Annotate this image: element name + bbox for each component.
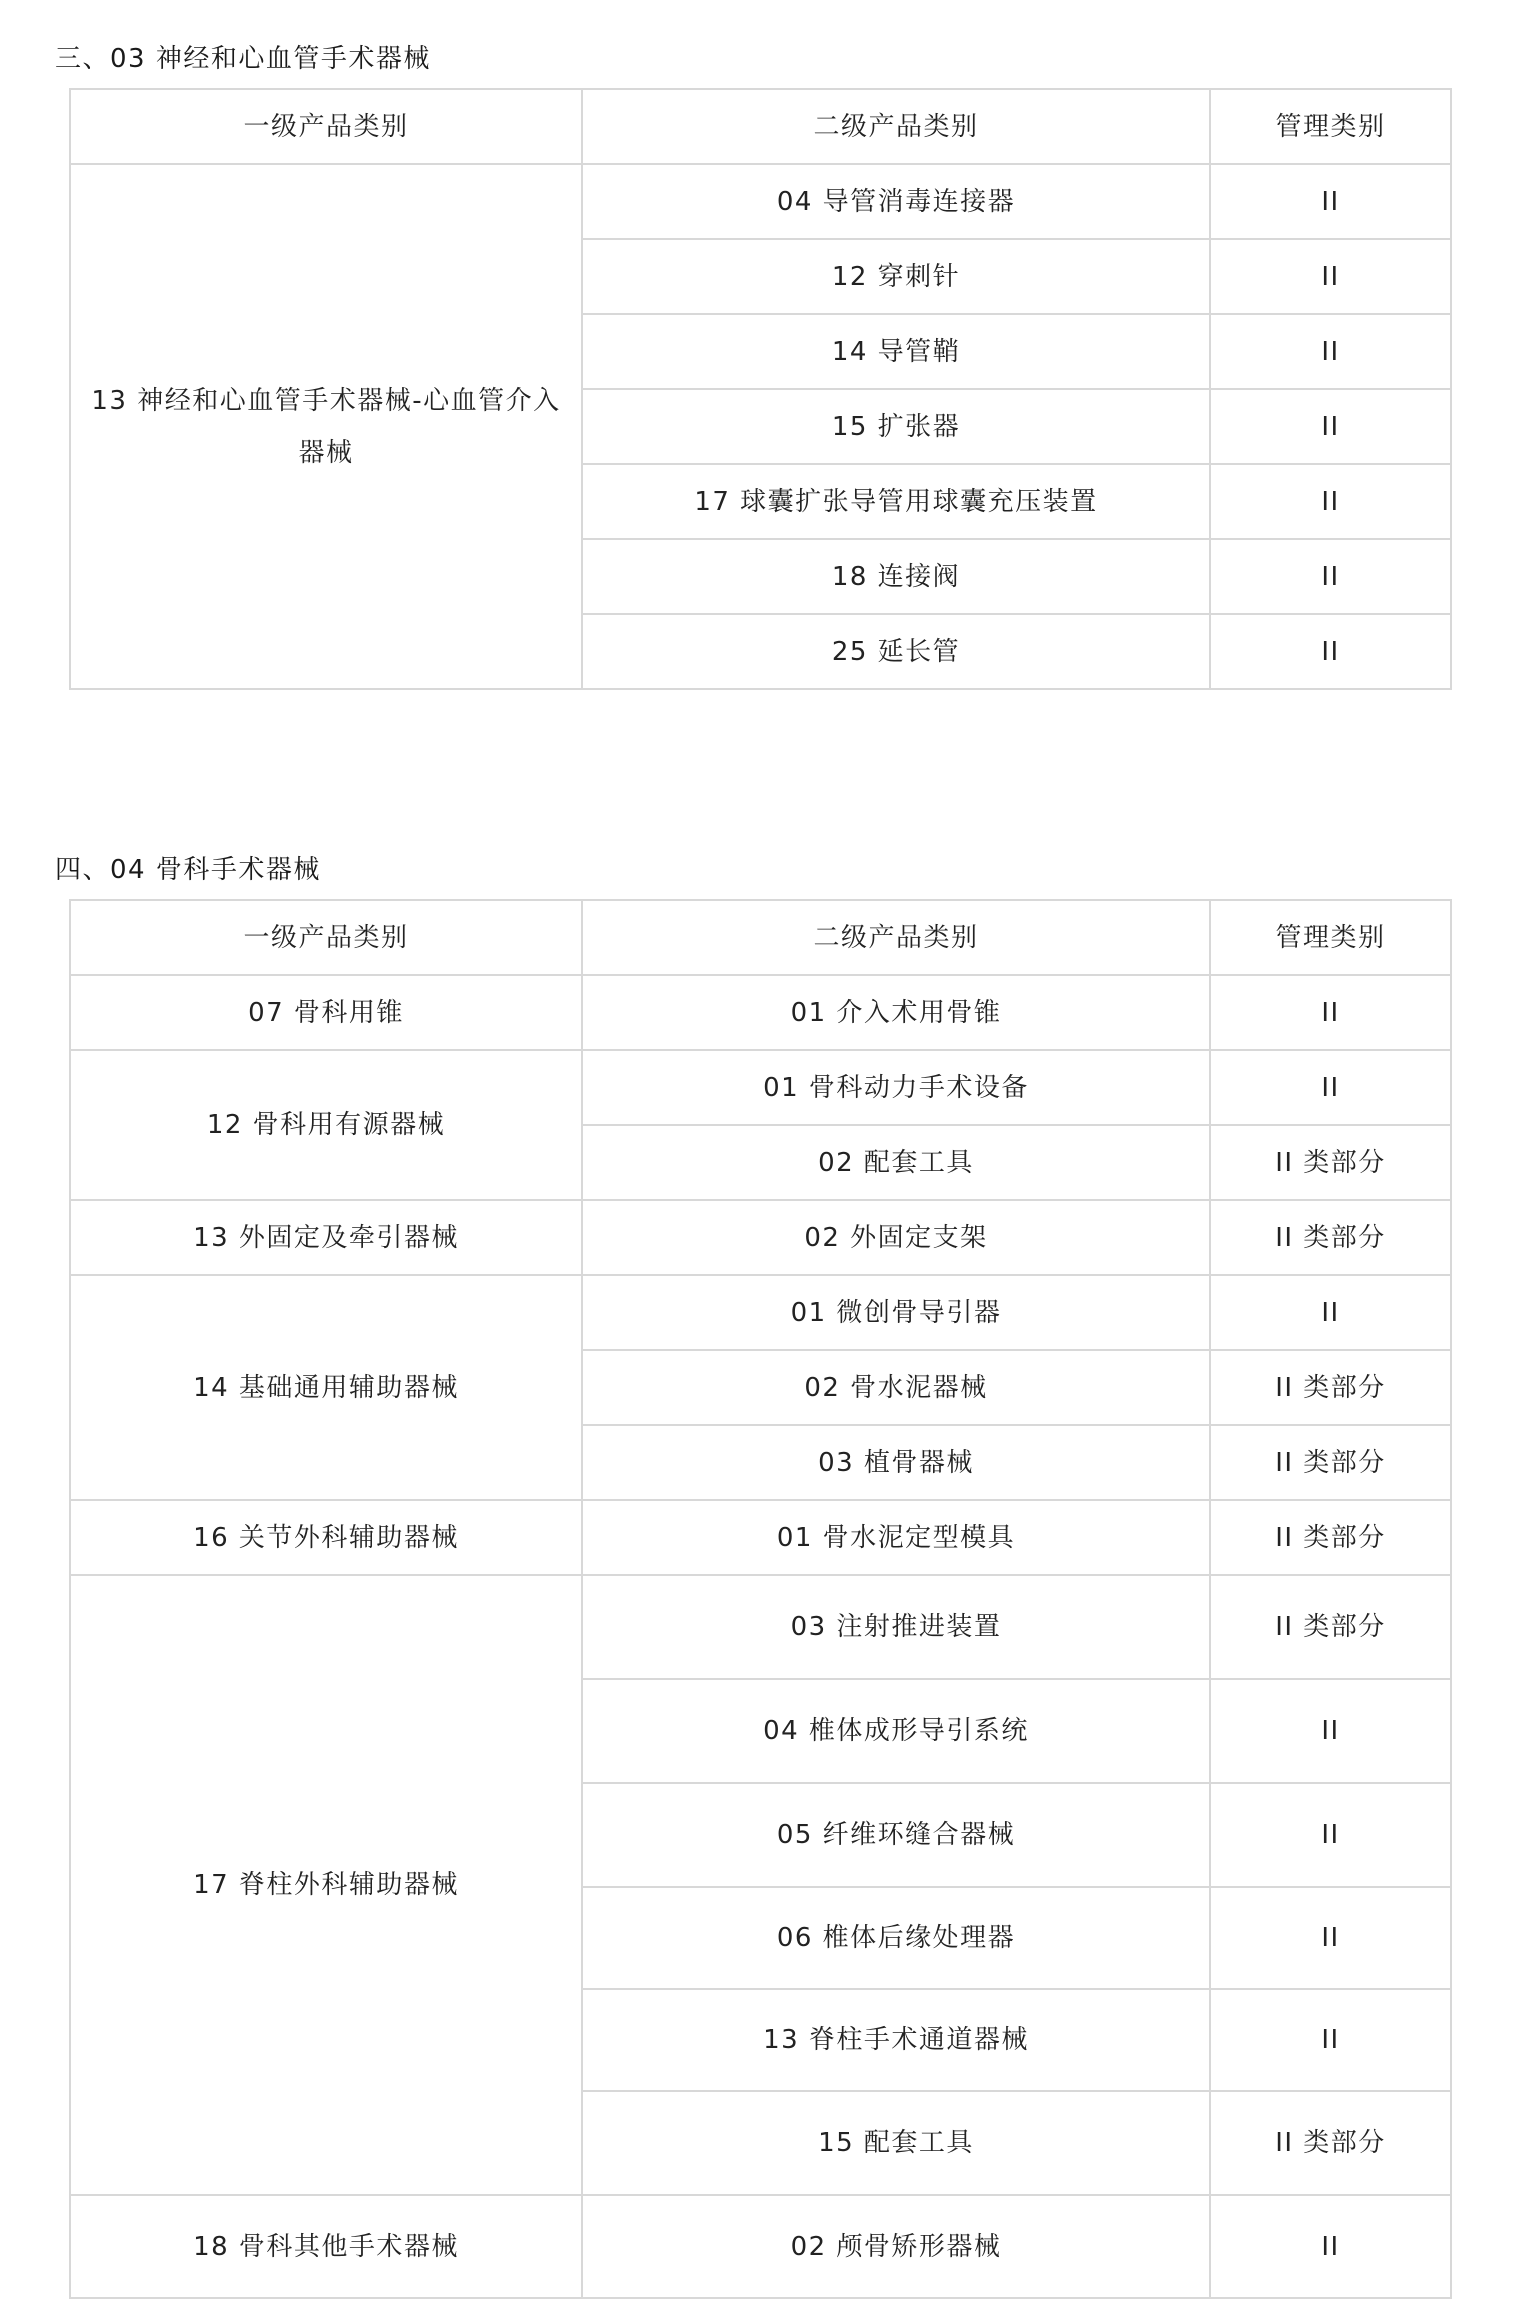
table-row xyxy=(70,1575,1451,1679)
management-class-cell: II xyxy=(1210,464,1451,539)
secondary-category-cell: 13 脊柱手术通道器械 xyxy=(582,1989,1210,2091)
secondary-category-cell: 01 介入术用骨锥 xyxy=(582,975,1210,1050)
secondary-category-cell: 01 微创骨导引器 xyxy=(582,1275,1210,1350)
secondary-category-cell: 03 注射推进装置 xyxy=(582,1575,1210,1679)
management-class-cell: II 类部分 xyxy=(1210,1125,1451,1200)
management-class-cell: II 类部分 xyxy=(1210,2091,1451,2195)
management-class-cell: II xyxy=(1210,1989,1451,2091)
management-class-cell: II 类部分 xyxy=(1210,1575,1451,1679)
management-class-cell: II xyxy=(1210,1050,1451,1125)
table-row xyxy=(70,164,1451,239)
management-class-cell: II xyxy=(1210,539,1451,614)
primary-category-cell: 12 骨科用有源器械 xyxy=(70,1050,582,1200)
management-class-cell: II 类部分 xyxy=(1210,1350,1451,1425)
management-class-cell: II xyxy=(1210,389,1451,464)
management-class-cell: II 类部分 xyxy=(1210,1500,1451,1575)
section-title-neuro-cardio: 三、03 神经和心血管手术器械 xyxy=(55,44,431,74)
table-row xyxy=(70,1275,1451,1350)
header-secondary-category: 二级产品类别 xyxy=(582,900,1210,975)
secondary-category-cell: 05 纤维环缝合器械 xyxy=(582,1783,1210,1887)
management-class-cell: II 类部分 xyxy=(1210,1425,1451,1500)
table-header-row xyxy=(70,89,1451,164)
secondary-category-cell: 02 骨水泥器械 xyxy=(582,1350,1210,1425)
header-primary-category: 一级产品类别 xyxy=(70,900,582,975)
primary-category-cell: 07 骨科用锥 xyxy=(70,975,582,1050)
management-class-cell: II 类部分 xyxy=(1210,1200,1451,1275)
primary-category-cell: 13 外固定及牵引器械 xyxy=(70,1200,582,1275)
header-management-class: 管理类别 xyxy=(1210,89,1451,164)
management-class-cell: II xyxy=(1210,239,1451,314)
primary-category-cell: 16 关节外科辅助器械 xyxy=(70,1500,582,1575)
secondary-category-cell: 15 扩张器 xyxy=(582,389,1210,464)
table-row xyxy=(70,1200,1451,1275)
primary-category-cell: 17 脊柱外科辅助器械 xyxy=(70,1575,582,2195)
secondary-category-cell: 01 骨科动力手术设备 xyxy=(582,1050,1210,1125)
secondary-category-cell: 17 球囊扩张导管用球囊充压装置 xyxy=(582,464,1210,539)
primary-category-cell: 13 神经和心血管手术器械-心血管介入器械 xyxy=(70,164,582,689)
primary-category-cell: 14 基础通用辅助器械 xyxy=(70,1275,582,1500)
orthopedic-table xyxy=(69,899,1452,2299)
management-class-cell: II xyxy=(1210,1679,1451,1783)
management-class-cell: II xyxy=(1210,164,1451,239)
secondary-category-cell: 04 导管消毒连接器 xyxy=(582,164,1210,239)
secondary-category-cell: 04 椎体成形导引系统 xyxy=(582,1679,1210,1783)
secondary-category-cell: 25 延长管 xyxy=(582,614,1210,689)
secondary-category-cell: 02 外固定支架 xyxy=(582,1200,1210,1275)
management-class-cell: II xyxy=(1210,975,1451,1050)
management-class-cell: II xyxy=(1210,2195,1451,2298)
table-header-row xyxy=(70,900,1451,975)
secondary-category-cell: 03 植骨器械 xyxy=(582,1425,1210,1500)
secondary-category-cell: 14 导管鞘 xyxy=(582,314,1210,389)
management-class-cell: II xyxy=(1210,1783,1451,1887)
table-row xyxy=(70,975,1451,1050)
table-row xyxy=(70,2195,1451,2298)
secondary-category-cell: 06 椎体后缘处理器 xyxy=(582,1887,1210,1989)
secondary-category-cell: 18 连接阀 xyxy=(582,539,1210,614)
secondary-category-cell: 02 配套工具 xyxy=(582,1125,1210,1200)
management-class-cell: II xyxy=(1210,1887,1451,1989)
section-title-orthopedic: 四、04 骨科手术器械 xyxy=(55,855,321,885)
table-row xyxy=(70,1050,1451,1125)
table-row xyxy=(70,1500,1451,1575)
secondary-category-cell: 02 颅骨矫形器械 xyxy=(582,2195,1210,2298)
neuro-cardio-table xyxy=(69,88,1452,690)
secondary-category-cell: 12 穿刺针 xyxy=(582,239,1210,314)
primary-category-cell: 18 骨科其他手术器械 xyxy=(70,2195,582,2298)
header-management-class: 管理类别 xyxy=(1210,900,1451,975)
secondary-category-cell: 15 配套工具 xyxy=(582,2091,1210,2195)
header-secondary-category: 二级产品类别 xyxy=(582,89,1210,164)
management-class-cell: II xyxy=(1210,614,1451,689)
secondary-category-cell: 01 骨水泥定型模具 xyxy=(582,1500,1210,1575)
header-primary-category: 一级产品类别 xyxy=(70,89,582,164)
management-class-cell: II xyxy=(1210,314,1451,389)
management-class-cell: II xyxy=(1210,1275,1451,1350)
